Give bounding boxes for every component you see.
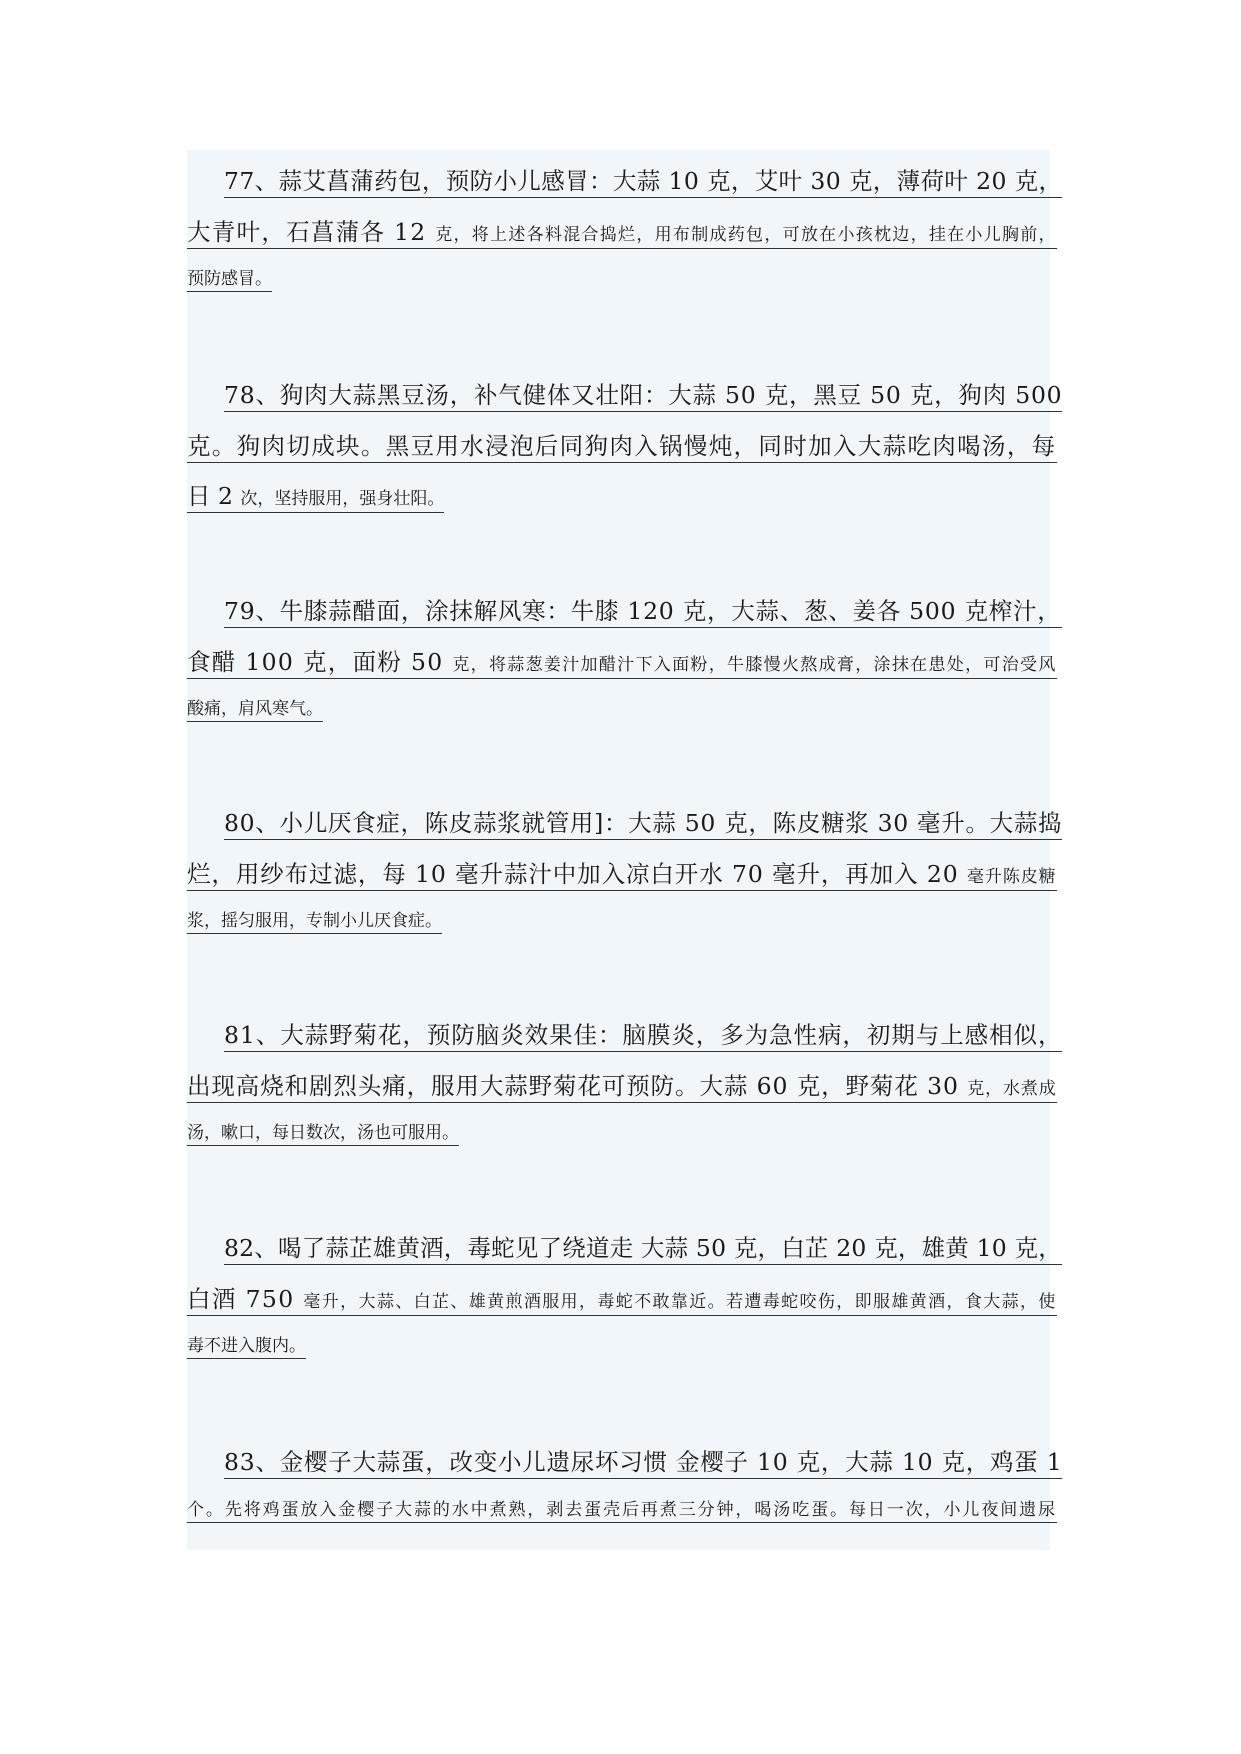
paragraph-line [224, 1021, 1063, 1052]
text-run: 出现高烧和剧烈头痛，服用大蒜野菊花可预防。大蒜 60 克，野菊花 30 [187, 1072, 968, 1100]
page-content-background [187, 150, 1050, 1550]
text-run: 毫升陈皮糖 [967, 867, 1057, 887]
text-run: 81、大蒜野菊花，预防脑炎效果佳：脑膜炎，多为急性病，初期与上感相似， [224, 1021, 1063, 1049]
text-run: 次，坚持服用，强身壮阳。 [240, 489, 445, 509]
text-run: 日 2 [187, 482, 241, 510]
paragraph-line [224, 381, 1063, 412]
text-run: 克，水煮成 [967, 1079, 1057, 1099]
text-run: 个。先将鸡蛋放入金樱子大蒜的水中煮熟，剥去蛋壳后再煮三分钟，喝汤吃蛋。每日一次，小儿夜间遗尿 [187, 1500, 1057, 1520]
text-run: 82、喝了蒜芷雄黄酒，毒蛇见了绕道走 大蒜 50 克，白芷 20 克，雄黄 10 克， [224, 1234, 1062, 1262]
paragraph-line [187, 432, 1057, 463]
paragraph-line [187, 1285, 1057, 1316]
text-run: 大青叶，石菖蒲各 12 [187, 218, 436, 246]
text-run: 白酒 750 [187, 1285, 304, 1313]
text-run: 毒不进入腹内。 [187, 1336, 306, 1356]
paragraph-line [187, 218, 1057, 249]
paragraph-line [224, 1448, 1063, 1479]
text-run: 77、蒜艾菖蒲药包，预防小儿感冒：大蒜 10 克，艾叶 30 克，薄荷叶 20 克， [224, 167, 1063, 195]
text-run: 80、小儿厌食症，陈皮蒜浆就管用]：大蒜 50 克，陈皮糖浆 30 毫升。大蒜捣 [224, 809, 1063, 837]
paragraph-line [187, 648, 1057, 679]
text-run: 78、狗肉大蒜黑豆汤，补气健体又壮阳：大蒜 50 克，黑豆 50 克，狗肉 500 [224, 381, 1063, 409]
paragraph-line [187, 482, 445, 513]
text-run: 毫升，大蒜、白芷、雄黄煎酒服用，毒蛇不敢靠近。若遭毒蛇咬伤，即服雄黄酒，食大蒜，使 [303, 1292, 1057, 1312]
paragraph-line [187, 1125, 459, 1146]
text-run: 烂，用纱布过滤，每 10 毫升蒜汁中加入凉白开水 70 毫升，再加入 20 [187, 860, 967, 888]
text-run: 克，将蒜葱姜汁加醋汁下入面粉，牛膝慢火熬成膏，涂抹在患处，可治受风 [452, 655, 1057, 675]
paragraph-line [224, 1234, 1062, 1265]
paragraph-line [224, 597, 1062, 628]
text-run: 汤，嗽口，每日数次，汤也可服用。 [187, 1123, 459, 1143]
paragraph-line [187, 701, 323, 722]
paragraph-line [187, 860, 1057, 891]
paragraph-line [187, 1072, 1057, 1103]
text-run: 浆，摇匀服用，专制小儿厌食症。 [187, 911, 442, 931]
paragraph-line [224, 809, 1063, 840]
text-run: 克，将上述各料混合捣烂，用布制成药包，可放在小孩枕边，挂在小儿胸前， [435, 225, 1057, 245]
paragraph-line [187, 1338, 306, 1359]
text-run: 79、牛膝蒜醋面，涂抹解风寒：牛膝 120 克，大蒜、葱、姜各 500 克榨汁， [224, 597, 1062, 625]
text-run: 食醋 100 克，面粉 50 [187, 648, 453, 676]
paragraph-line [187, 913, 442, 934]
paragraph-line [187, 271, 272, 292]
text-run: 克。狗肉切成块。黑豆用水浸泡后同狗肉入锅慢炖，同时加入大蒜吃肉喝汤，每 [187, 432, 1057, 460]
text-run: 酸痛，肩风寒气。 [187, 699, 323, 719]
paragraph-line [187, 1502, 1057, 1523]
paragraph-line [224, 167, 1063, 198]
text-run: 预防感冒。 [187, 269, 272, 289]
text-run: 83、金樱子大蒜蛋，改变小儿遗尿坏习惯 金樱子 10 克，大蒜 10 克，鸡蛋 1 [224, 1448, 1063, 1476]
